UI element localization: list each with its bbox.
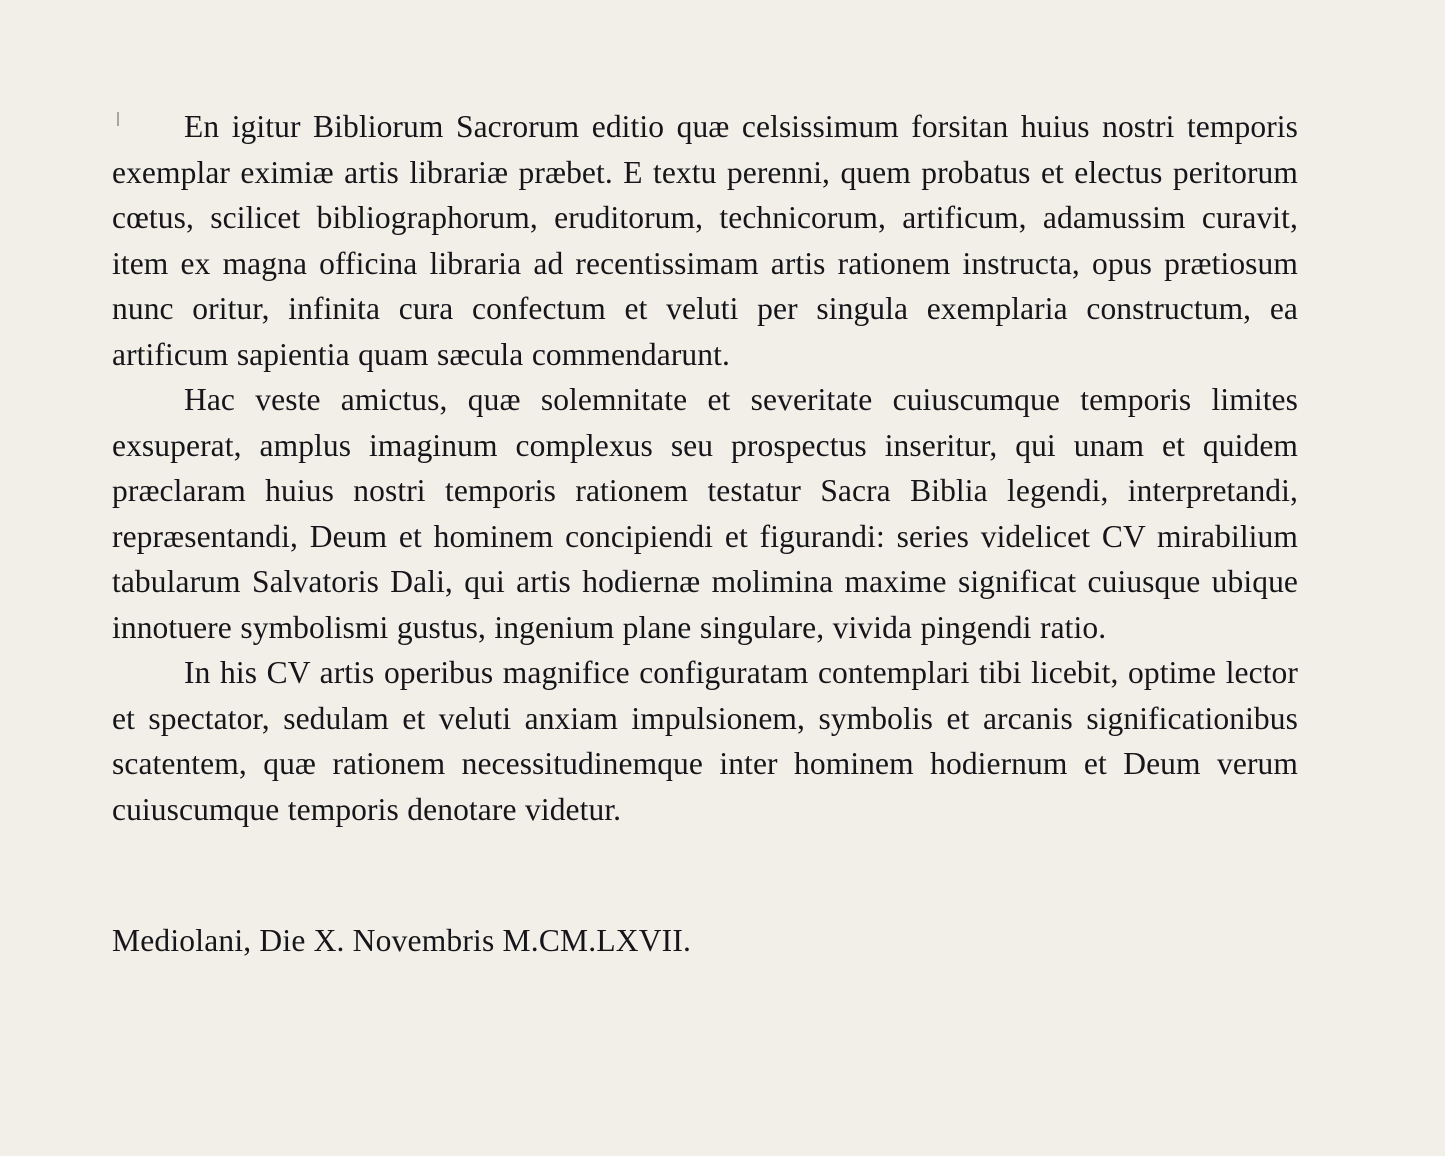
paragraph-3: In his CV artis operibus magnifice configuratam contemplari tibi licebit, optime lector et spectator, sedulam et veluti anxiam impulsionem, symbolis et arcanis significationibus scatentem, quæ rationem necessitudinemque inter hominem hodiernum et Deum verum cuiuscumque temporis denotare videtur. (112, 655, 1298, 827)
colophon-line: Mediolani, Die X. Novembris M.CM.LXVII. (112, 923, 692, 958)
paragraph-1: En igitur Bibliorum Sacrorum editio quæ celsissimum forsitan huius nostri temporis exemplar eximiæ artis librariæ præbet. E textu perenni, quem probatus et electus peritorum cœtus, scilicet bibliographorum, eruditorum, technicorum, artificum, adamussim curavit, item ex magna officina libraria ad recentissimam artis rationem instructa, opus prætiosum nunc oritur, infinita cura confectum et veluti per singula exemplaria constructum, ea artificum sapientia quam sæcula commendarunt. (112, 109, 1298, 372)
paragraph-2: Hac veste amictus, quæ solemnitate et severitate cuiuscumque temporis limites exsuperat, amplus imaginum complexus seu prospectus inseritur, qui unam et quidem præclaram huius nostri temporis rationem testatur Sacra Biblia legendi, interpretandi, repræsentandi, Deum et hominem concipiendi et figurandi: series videlicet CV mirabilium tabularum Salvatoris Dali, qui artis hodiernæ molimina maxime significat cuiusque ubique innotuere symbolismi gustus, ingenium plane singulare, vivida pingendi ratio. (112, 382, 1298, 645)
body-text (112, 104, 1298, 832)
